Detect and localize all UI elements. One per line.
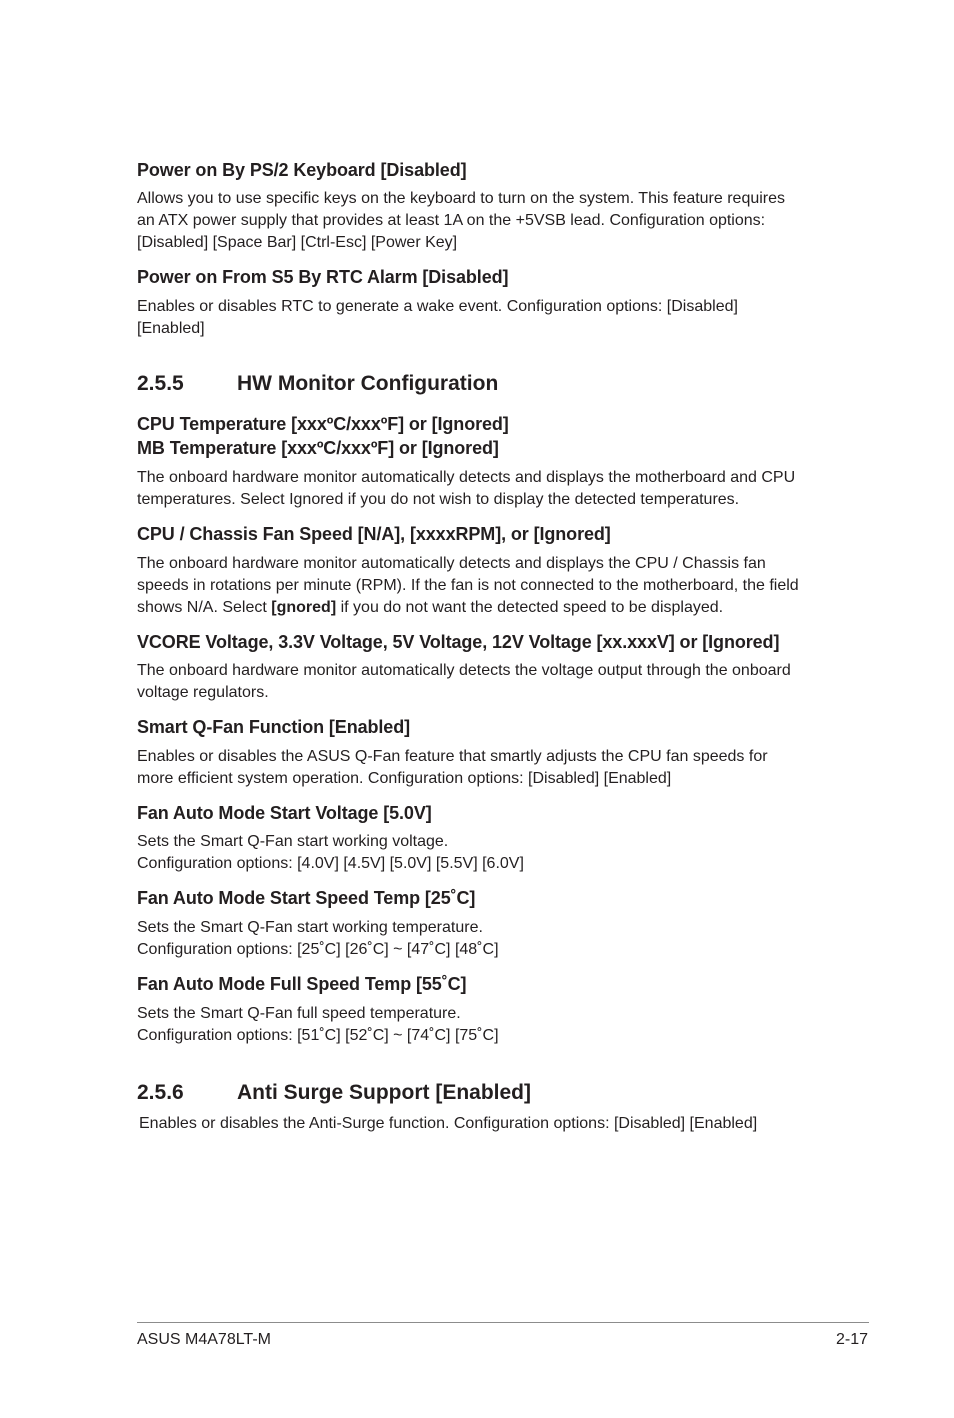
start-voltage-description: Sets the Smart Q-Fan start working voltage. Configuration options: [4.0V] [4.5V] [5.0V] [5.5V] [6.0V] <box>137 833 524 873</box>
mb-temperature-heading: MB Temperature [xxxºC/xxxºF] or [Ignored] <box>137 438 499 458</box>
start-temp-heading: Fan Auto Mode Start Speed Temp [25˚C] <box>137 888 476 908</box>
rtc-alarm-description: Enables or disables RTC to generate a wake event. Configuration options: [Disabled] [Enabled] <box>137 298 738 338</box>
fan-speed-description: The onboard hardware monitor automatically detects and displays the CPU / Chassis fan speeds in rotations per minute (RPM). If the fan is not connected to the motherboard, the field shows N/A. Select [gnored] if you do not want the detected speed to be displayed. <box>137 555 799 617</box>
smart-qfan-description: Enables or disables the ASUS Q-Fan feature that smartly adjusts the CPU fan speeds for more efficient system operation. Configuration options: [Disabled] [Enabled] <box>137 748 768 788</box>
ignored-option-text: [gnored] <box>271 599 337 617</box>
footer-page-number: 2-17 <box>835 1331 868 1348</box>
ps2-keyboard-heading: Power on By PS/2 Keyboard [Disabled] <box>137 160 467 180</box>
footer-divider <box>137 1322 869 1323</box>
section-hw-monitor-heading <box>137 371 498 397</box>
section-number: 2.5.6 <box>137 1081 184 1104</box>
section-title: Anti Surge Support [Enabled] <box>237 1081 531 1104</box>
voltage-description: The onboard hardware monitor automatically detects the voltage output through the onboard voltage regulators. <box>137 662 791 702</box>
full-speed-temp-heading: Fan Auto Mode Full Speed Temp [55˚C] <box>137 974 467 994</box>
fan-speed-heading: CPU / Chassis Fan Speed [N/A], [xxxxRPM], or [Ignored] <box>137 524 611 544</box>
footer-product-name: ASUS M4A78LT-M <box>137 1331 271 1348</box>
ps2-keyboard-description: Allows you to use specific keys on the keyboard to turn on the system. This feature requires an ATX power supply that provides at least 1A on the +5VSB lead. Configuration options: [Disabled] [Space Bar] [Ctrl-Esc] [Power Key] <box>137 190 786 252</box>
section-number: 2.5.5 <box>137 372 184 395</box>
anti-surge-description: Enables or disables the Anti-Surge function. Configuration options: [Disabled] [Enabled] <box>139 1115 758 1132</box>
section-anti-surge-heading <box>137 1080 531 1106</box>
cpu-temperature-heading: CPU Temperature [xxxºC/xxxºF] or [Ignored] <box>137 414 509 434</box>
voltage-heading: VCORE Voltage, 3.3V Voltage, 5V Voltage, 12V Voltage [xx.xxxV] or [Ignored] <box>137 632 780 652</box>
smart-qfan-heading: Smart Q-Fan Function [Enabled] <box>137 717 411 737</box>
full-speed-temp-description: Sets the Smart Q-Fan full speed temperature. Configuration options: [51˚C] [52˚C] ~ [74˚C] [75˚C] <box>137 1005 499 1045</box>
start-voltage-heading: Fan Auto Mode Start Voltage [5.0V] <box>137 803 432 823</box>
section-title: HW Monitor Configuration <box>237 372 499 395</box>
temperature-description: The onboard hardware monitor automatically detects and displays the motherboard and CPU temperatures. Select Ignored if you do not wish to display the detected temperatures. <box>137 469 796 509</box>
start-temp-description: Sets the Smart Q-Fan start working temperature. Configuration options: [25˚C] [26˚C] ~ [47˚C] [48˚C] <box>137 919 499 959</box>
rtc-alarm-heading: Power on From S5 By RTC Alarm [Disabled] <box>137 267 509 287</box>
